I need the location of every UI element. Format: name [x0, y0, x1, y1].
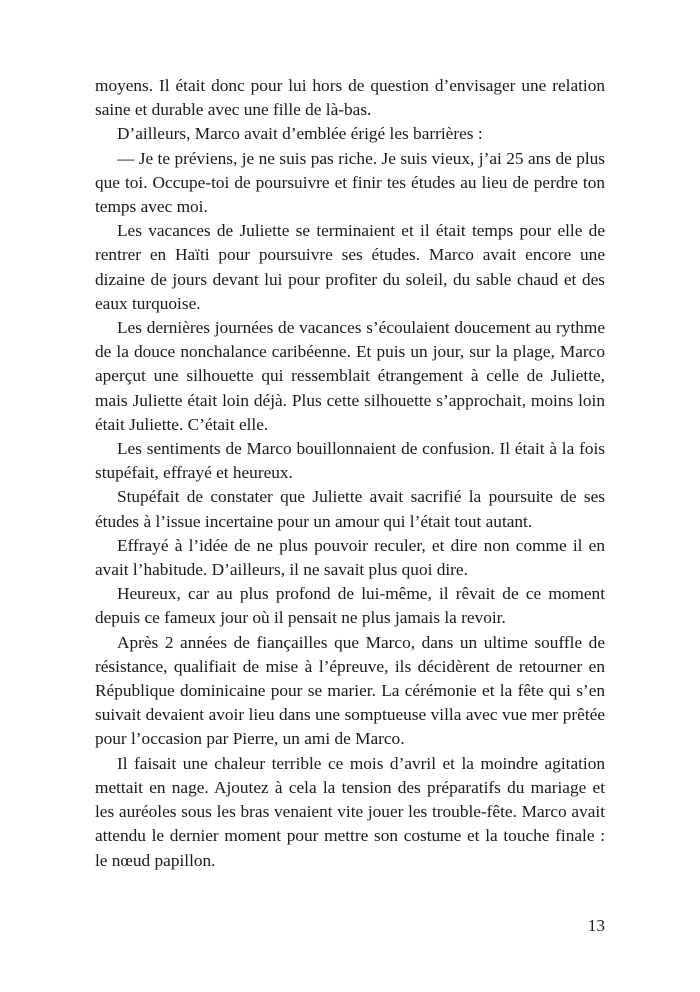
- paragraph-8: Effrayé à l’idée de ne plus pouvoir reculer, et dire non comme il en avait l’habitude. D’ailleurs, il ne savait plus quoi dire.: [95, 535, 605, 580]
- page-number: 13: [587, 916, 605, 935]
- paragraph-1: moyens. Il était donc pour lui hors de question d’envisager une relation saine et durable avec une fille de là-bas.: [95, 76, 605, 120]
- paragraph-10: Après 2 années de fiançailles que Marco, dans un ultime souffle de résistance, qualifiait de mise à l’épreuve, ils décidèrent de retourner en République dominicaine pour se marier. La cérémonie et la fête qui s’en suivait devaient avoir lieu dans une somptueuse villa avec vue mer prêtée pour l’occasion par Pierre, un ami de Marco.: [95, 632, 605, 749]
- paragraph-2: D’ailleurs, Marco avait d’emblée érigé les barrières :: [117, 124, 483, 144]
- paragraph-3: — Je te préviens, je ne suis pas riche. Je suis vieux, j’ai 25 ans de plus que toi. Occupe-toi de poursuivre et finir tes études au lieu de perdre ton temps avec moi.: [95, 148, 605, 217]
- paragraph-9: Heureux, car au plus profond de lui-même, il rêvait de ce moment depuis ce fameux jour où il pensait ne plus jamais la revoir.: [95, 584, 605, 628]
- page-body: [95, 74, 605, 873]
- paragraph-6: Les sentiments de Marco bouillonnaient de confusion. Il était à la fois stupéfait, effrayé et heureux.: [95, 439, 605, 483]
- paragraph-7: Stupéfait de constater que Juliette avait sacrifié la poursuite de ses études à l’issue incertaine pour un amour qui l’était tout autant.: [95, 487, 605, 531]
- paragraph-4: Les vacances de Juliette se terminaient et il était temps pour elle de rentrer en Haïti pour poursuivre ses études. Marco avait encore une dizaine de jours devant lui pour profiter du soleil, du sable chaud et des eaux turquoise.: [95, 221, 605, 313]
- paragraph-11: Il faisait une chaleur terrible ce mois d’avril et la moindre agitation mettait en nage. Ajoutez à cela la tension des préparatifs du mariage et les auréoles sous les bras venaient vite jouer les trouble-fête. Marco avait attendu le dernier moment pour mettre son costume et la touche finale : le nœud papillon.: [95, 753, 605, 870]
- paragraph-5: Les dernières journées de vacances s’écoulaient doucement au rythme de la douce nonchalance caribéenne. Et puis un jour, sur la plage, Marco aperçut une silhouette qui ressemblait étrangement à celle de Juliette, mais Juliette était loin déjà. Plus cette silhouette s’approchait, moins loin était Juliette. C’était elle.: [95, 318, 605, 434]
